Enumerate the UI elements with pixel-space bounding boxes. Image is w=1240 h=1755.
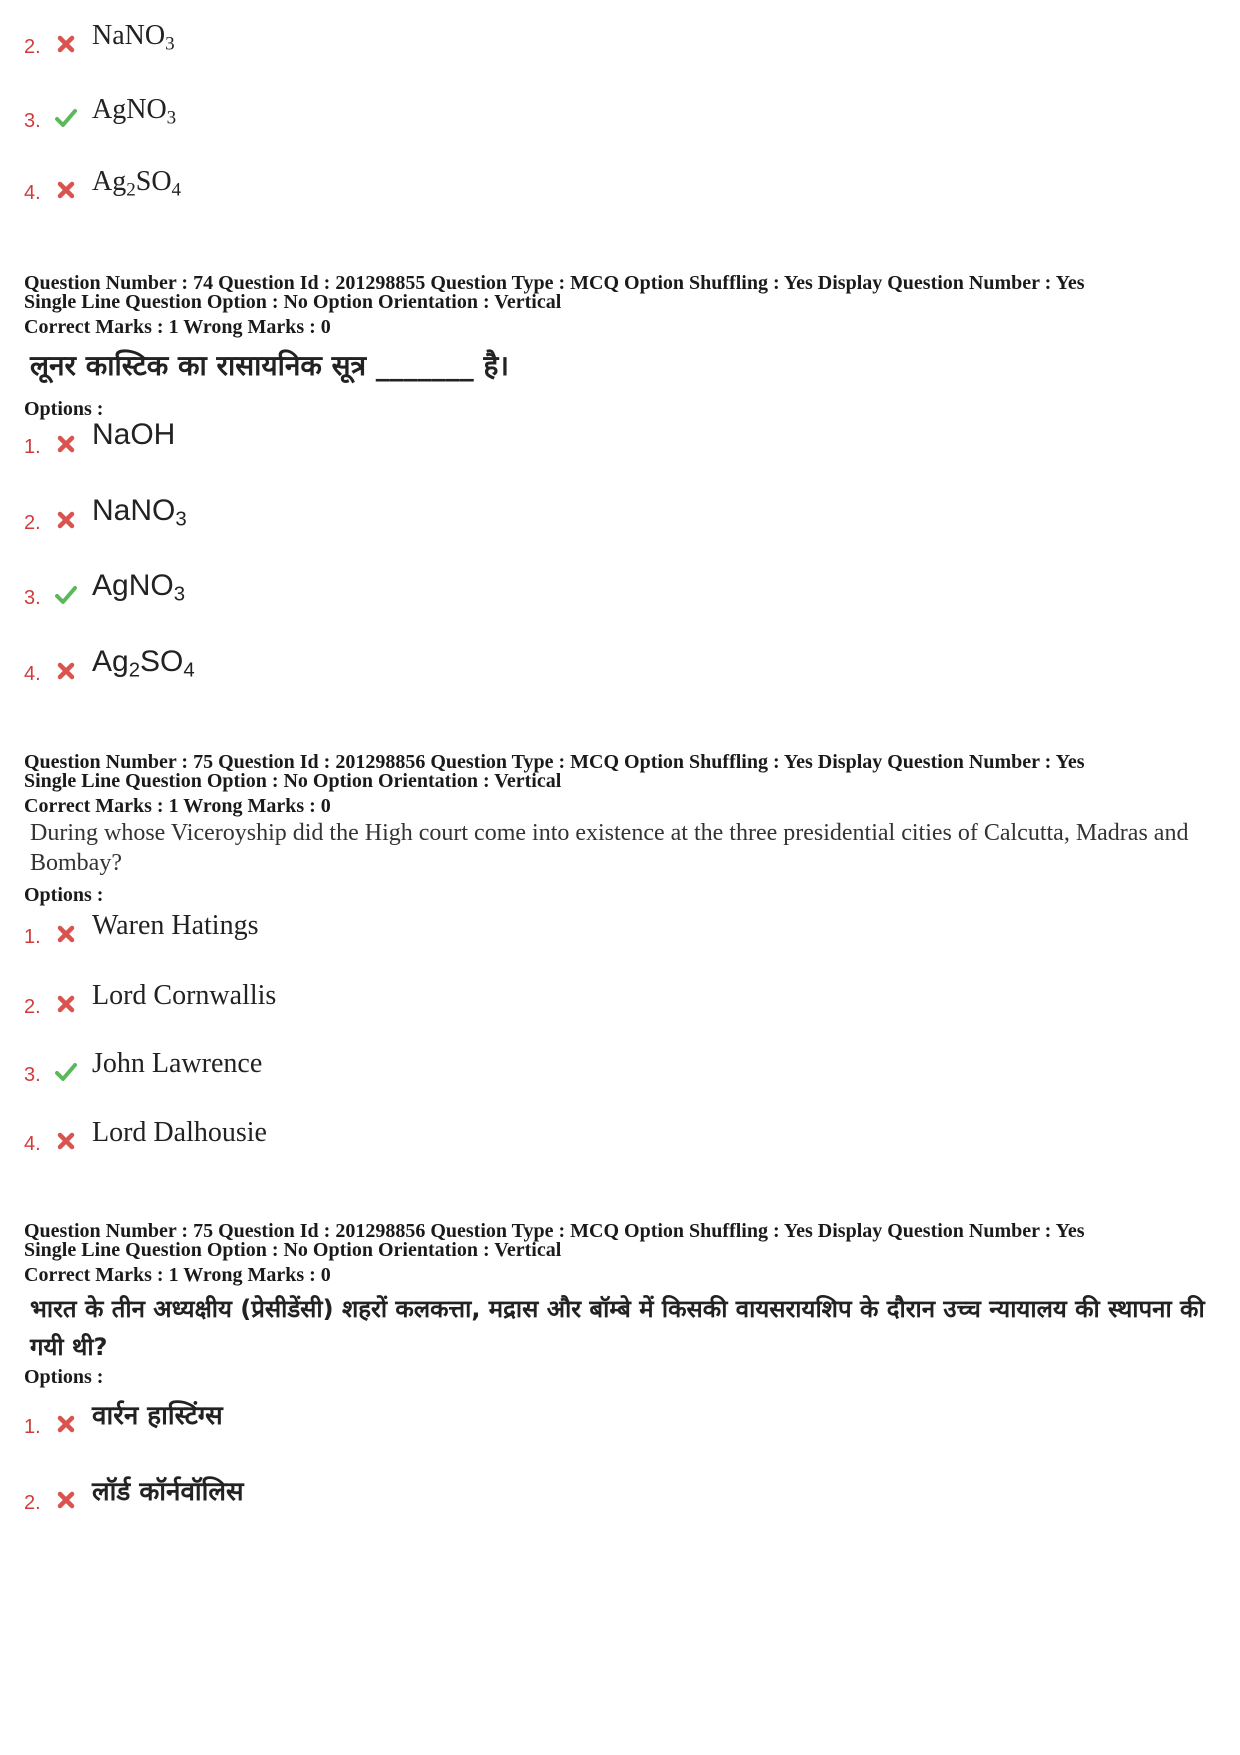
- question-meta-line2: Single Line Question Option : No Option Orientation : Vertical: [24, 1239, 562, 1261]
- option-text: Lord Dalhousie: [92, 1117, 267, 1148]
- option-text: John Lawrence: [92, 1048, 263, 1079]
- wrong-mark-icon: [54, 1129, 78, 1153]
- wrong-mark-icon: [54, 178, 78, 202]
- check-mark-icon: [54, 106, 78, 130]
- question-text: During whose Viceroyship did the High court come into existence at the three presidential cities of Calcutta, Madras and Bombay?: [30, 820, 1189, 876]
- option-text: AgNO$_3$: [92, 569, 186, 606]
- options-label: Options :: [24, 398, 104, 420]
- option-text: NaOH: [92, 418, 176, 451]
- check-mark-icon: [54, 1060, 78, 1084]
- wrong-mark-icon: [54, 659, 78, 683]
- option-text: Waren Hatings: [92, 910, 259, 941]
- option-number: 4.: [24, 182, 41, 204]
- option-number: 3.: [24, 110, 41, 132]
- option-text: NaNO$_3$: [92, 494, 187, 531]
- wrong-mark-icon: [54, 432, 78, 456]
- wrong-mark-icon: [54, 32, 78, 56]
- question-meta-line2: Single Line Question Option : No Option Orientation : Vertical: [24, 291, 562, 313]
- question-text: लूनर कास्टिक का रासायनिक सूत्र _______ है।: [30, 349, 510, 382]
- option-text: NaNO$_3$: [92, 20, 175, 55]
- option-text: लॉर्ड कॉर्नवॉलिस: [92, 1477, 244, 1507]
- option-number: 2.: [24, 1492, 41, 1514]
- option-text: वार्रन हास्टिंग्स: [92, 1401, 223, 1431]
- wrong-mark-icon: [54, 1412, 78, 1436]
- options-label: Options :: [24, 1366, 104, 1388]
- question-text: भारत के तीन अध्यक्षीय (प्रेसीडेंसी) शहरों कलकत्ता, मद्रास और बॉम्बे में किसकी वायसरायशिप के दौरान उच्च न्यायालय की स्थापना की गयी थी?: [30, 1295, 1205, 1361]
- option-number: 1.: [24, 436, 41, 458]
- wrong-mark-icon: [54, 992, 78, 1016]
- question-marks: Correct Marks : 1 Wrong Marks : 0: [24, 1264, 331, 1286]
- check-mark-icon: [54, 583, 78, 607]
- question-meta-line1: Question Number : 75 Question Id : 201298856 Question Type : MCQ Option Shuffling : Yes Display Question Number : Yes: [24, 1220, 1085, 1242]
- option-text: $Ag_2SO_4$: [92, 645, 195, 682]
- wrong-mark-icon: [54, 508, 78, 532]
- options-label: Options :: [24, 884, 104, 906]
- question-marks: Correct Marks : 1 Wrong Marks : 0: [24, 316, 331, 338]
- option-text: $Ag_2SO_4$: [92, 166, 182, 201]
- question-meta-line1: Question Number : 74 Question Id : 201298855 Question Type : MCQ Option Shuffling : Yes Display Question Number : Yes: [24, 272, 1085, 294]
- option-number: 2.: [24, 512, 41, 534]
- option-number: 1.: [24, 1416, 41, 1438]
- option-number: 3.: [24, 1064, 41, 1086]
- option-number: 4.: [24, 1133, 41, 1155]
- option-number: 4.: [24, 663, 41, 685]
- wrong-mark-icon: [54, 922, 78, 946]
- option-number: 3.: [24, 587, 41, 609]
- question-marks: Correct Marks : 1 Wrong Marks : 0: [24, 795, 331, 817]
- option-number: 2.: [24, 36, 41, 58]
- option-number: 2.: [24, 996, 41, 1018]
- question-meta-line1: Question Number : 75 Question Id : 201298856 Question Type : MCQ Option Shuffling : Yes Display Question Number : Yes: [24, 751, 1085, 773]
- option-text: AgNO$_3$: [92, 94, 177, 129]
- question-meta-line2: Single Line Question Option : No Option Orientation : Vertical: [24, 770, 562, 792]
- option-text: Lord Cornwallis: [92, 980, 277, 1011]
- option-number: 1.: [24, 926, 41, 948]
- wrong-mark-icon: [54, 1488, 78, 1512]
